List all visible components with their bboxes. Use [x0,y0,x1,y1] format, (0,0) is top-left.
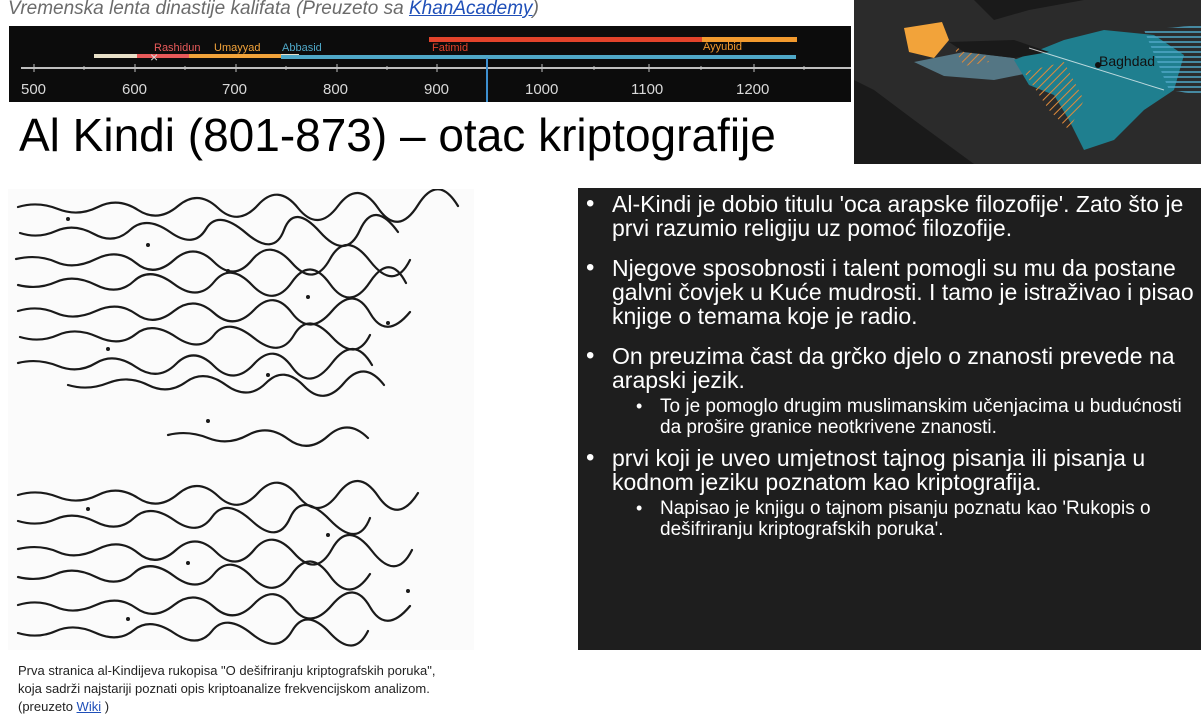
year-label-1200: 1200 [736,81,770,98]
dynasty-label-abbasid: Abbasid [282,42,322,54]
timeline-caption-text: Vremenska lenta dinastije kalifata (Preuzeto sa [8,0,409,19]
year-label-700: 700 [222,81,248,98]
timeline-x-marker: × [150,49,159,65]
caption-line-2: koja sadrži najstariji poznati opis kriptoanalize frekvencijskom analizom. [18,681,430,696]
timeline-caption-close: ) [532,0,539,19]
manuscript-image [8,189,474,650]
bullet-2: • Njegove sposobnosti i talent pomogli su mu da postane galvni čovjek u Kuće mudrosti. I tamo je istraživao i pisao knjige o temama koje je radio. [578,256,1201,328]
year-label-1100: 1100 [631,81,664,98]
umayyad-bar [189,54,281,58]
sub-bullet-4: • Napisao je knjigu o tajnom pisanju poznatu kao 'Rukopis o dešifriranju kriptografskih poruka'. [578,498,1201,540]
caption-line-3-prefix: (preuzeto [18,699,77,714]
bullet-gap [578,240,1201,250]
year-label-900: 900 [424,81,450,98]
dynasty-label-fatimid: Fatimid [432,42,469,54]
bullet-1: • Al-Kindi je dobio titulu 'oca arapske filozofije'. Zato što je prvi razumio religiju uz pomoć filozofije. [578,192,1201,240]
baghdad-label: Baghdad [1099,53,1156,69]
sub-bullet-3: • To je pomoglo drugim muslimanskim učenjacima u budućnosti da prošire granice neotkrivene znanosti. [578,396,1201,438]
caliphate-map [854,0,1201,164]
dynasty-label-rashidun: Rashidun [154,42,201,54]
year-label-600: 600 [122,81,148,98]
khanacademy-link[interactable]: KhanAcademy [408,0,533,19]
dynasty-label-umayyad: Umayyad [214,42,261,54]
dynasty-label-ayyubid: Ayyubid [703,41,742,53]
caption-line-1: Prva stranica al-Kindijeva rukopisa "O dešifriranju kriptografskih poruka", [18,663,436,678]
bullet-gap [578,328,1201,338]
slide-title: Al Kindi (801-873) – otac kriptografije [19,109,776,161]
abbasid-bar [281,55,796,59]
manuscript-caption [18,662,435,716]
caption-line-3 [18,698,435,716]
bullet-4: • prvi koji je uveo umjetnost tajnog pisanja ili pisanja u kodnom jeziku poznatom kao kriptografija. [578,446,1201,494]
bullet-list [578,192,1201,540]
year-label-500: 500 [21,81,47,98]
year-label-1000: 1000 [525,81,559,98]
caption-line-3-suffix: ) [101,699,110,714]
year-label-800: 800 [323,81,349,98]
rashidun-bar [137,54,189,58]
bullet-3: • On preuzima čast da grčko djelo o znanosti prevede na arapski jezik. [578,344,1201,392]
wiki-link[interactable]: Wiki [76,699,102,714]
bullet-panel [578,188,1201,650]
timeline-caption [8,0,539,20]
caliphate-timeline [9,26,851,102]
